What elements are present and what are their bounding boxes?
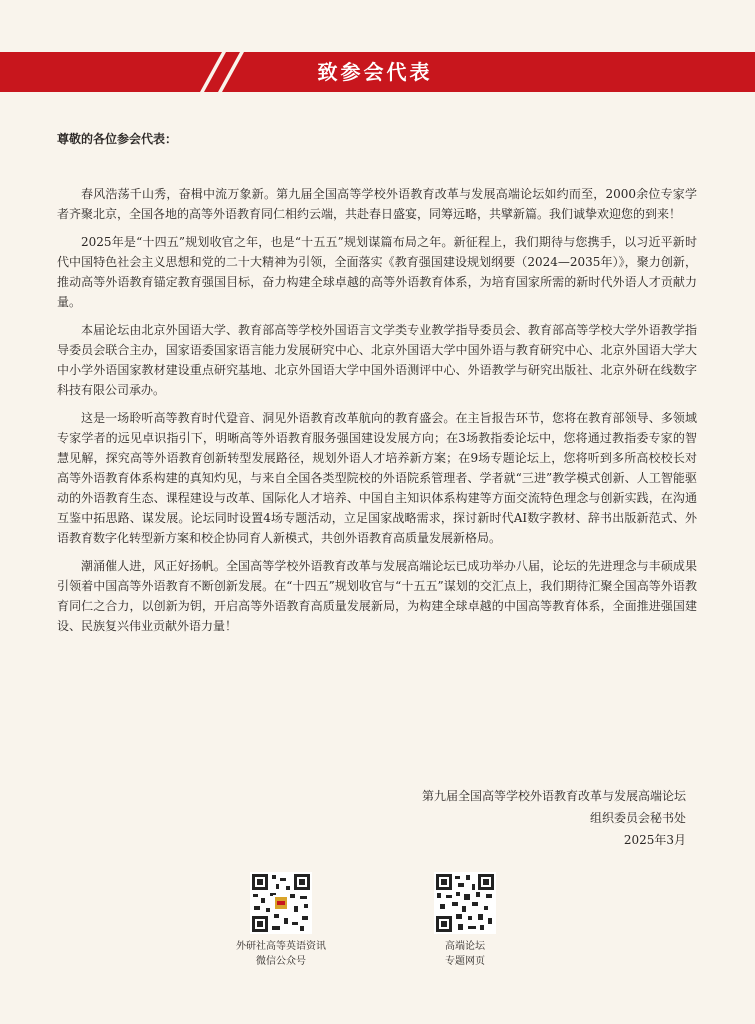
paragraph: 春风浩荡千山秀，奋楫中流万象新。第九届全国高等学校外语教育改革与发展高端论坛如约而至，2000余位专家学者齐聚北京，全国各地的高等外语教育同仁相约云端，共赴春日盛宴，同筹远略，共擘新篇。我们诚挚欢迎您的到来！ [57,187,697,221]
paragraph: 潮涌催人进，风正好扬帆。全国高等学校外语教育改革与发展高端论坛已成功举办八届，论坛的先进理念与丰硕成果引领着中国高等外语教育不断创新发展。在“十四五”规划收官与“十五五”谋划的交汇点上，我们期待汇聚全国高等外语教育同仁之合力，以创新为钥，开启高等外语教育高质量发展新局，为构建全球卓越的中国高等教育体系，全面推进强国建设、民族复兴伟业贡献外语力量！ [57,559,697,633]
signature-date: 2025年3月 [623,833,686,847]
paragraph: 本届论坛由北京外国语大学、教育部高等学校外国语言文学类专业教学指导委员会、教育部高等学校大学外语教学指导委员会联合主办，国家语委国家语言能力发展研究中心、北京外国语大学中国外语与教育研究中心、北京外国语大学大中小学外语国家教材建设重点研究基地、北京外国语大学中国外语测评中心、外语教学与研究出版社、北京外研在线数字科技有限公司承办。 [57,323,697,397]
letter-body [57,184,697,644]
qr-caption-line: 专题网页 [445,956,485,967]
salutation: 尊敬的各位参会代表： [57,132,178,146]
signature-organizer: 第九届全国高等学校外语教育改革与发展高端论坛 [421,789,686,803]
page-title: 致参会代表 [317,60,433,84]
qr-caption [400,939,530,969]
paragraph: 2025年是“十四五”规划收官之年，也是“十五五”规划谋篇布局之年。新征程上，我们期待与您携手，以习近平新时代中国特色社会主义思想和党的二十大精神为引领，全面落实《教育强国建设规划纲要（2024—2035年）》，聚力创新，推动高等外语教育锚定教育强国目标，奋力构建全球卓越的高等外语教育体系，为培育国家所需的新时代外语人才贡献力量。 [57,235,697,309]
qr-caption-line: 高端论坛 [445,941,485,952]
paragraph: 这是一场聆听高等教育时代跫音、洞见外语教育改革航向的教育盛会。在主旨报告环节，您将在教育部领导、多领域专家学者的远见卓识指引下，明晰高等外语教育服务强国建设发展方向；在3场教指委论坛中，您将通过教指委专家的智慧见解，探究高等外语教育创新转型发展路径，规划外语人才培养新方案；在9场专题论坛上，您将听到多所高校校长对高等外语教育体系构建的真知灼见，与来自全国各类型院校的外语院系管理者、学者就“三进”教学模式创新、人工智能驱动的外语教育生态、课程建设与改革、国际化人才培养、中国自主知识体系构建等方面交流特色理念与创新实践，在沟通互鉴中拓思路、谋发展。论坛同时设置4场专题活动，立足国家战略需求，探讨新时代AI数字教材、辞书出版新范式、外语教育数字化转型新方案和校企协同育人新模式，共创外语教育高质量发展新格局。 [57,411,697,545]
qr-webpage-block [400,872,530,969]
qr-caption-line: 外研社高等英语资讯 [236,941,326,952]
qr-caption-line: 微信公众号 [256,956,306,967]
qr-caption [216,939,346,969]
signature-office: 组织委员会秘书处 [589,811,686,825]
title-banner [0,52,755,92]
qr-code-icon[interactable] [434,872,496,934]
signature-block [422,785,686,851]
qr-code-icon[interactable] [250,872,312,934]
qr-wechat-block [216,872,346,969]
